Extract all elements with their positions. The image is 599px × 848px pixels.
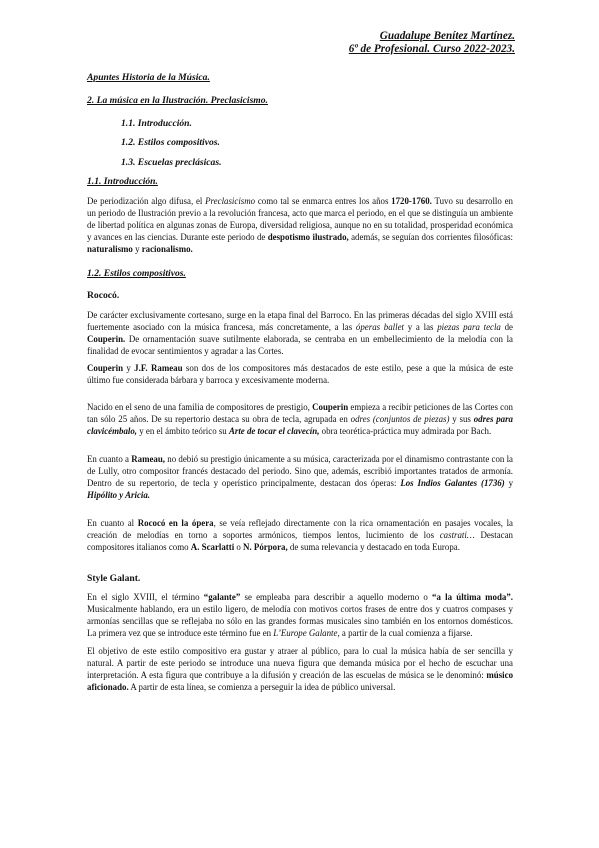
toc-item-estilos: 1.2. Estilos compositivos. — [121, 137, 220, 148]
galant-paragraph-2: El objetivo de este estilo compositivo era gustar y atraer al público, para lo cual la música había de ser sencilla y natural. A partir de este periodo se introduce una nueva figura que demanda música por el hecho de escuchar una interpretación. A esta figura que contribuye a la difusión y creación de las escuelas de música se le denominó: músico aficionado. A partir de esta línea, se comienza a perseguir la idea de público universal. — [87, 646, 513, 692]
subheading-style-galant: Style Galant. — [87, 573, 141, 584]
toc-item-intro: 1.1. Introducción. — [121, 118, 192, 129]
unit-title: 2. La música en la Ilustración. Preclasicismo. — [87, 95, 268, 106]
rococo-paragraph-1: De carácter exclusivamente cortesano, surge en la etapa final del Barroco. En las primeras décadas del siglo XVIII está fuertemente asociado con la música francesa, más concretamente, a las óperas ballet y a las piezas para tecla de Couperin. De ornamentación suave sutilmente elaborada, se centraba en un embellecimiento de la melodía con la finalidad de evocar sentimientos y agradar a las Cortes. — [87, 310, 513, 356]
document-title: Apuntes Historia de la Música. — [87, 72, 210, 83]
galant-paragraph-1: En el siglo XVIII, el término “galante” se empleaba para describir a aquello moderno o “a la última moda”. Musicalmente hablando, era un estilo ligero, de melodía con motivos cortos frases de entre dos y cuatros compases y armonías sencillas que se reflejaba no sólo en las grandes formas musicales sino también en los entornos domésticos. La primera vez que se introduce este término fue en L’Europe Galante, a partir de la cual comienza a fijarse. — [87, 592, 514, 638]
rococo-paragraph-4: En cuanto a Rameau, no debió su prestigio únicamente a su música, caracterizada por el dinamismo contrastante con la de Lully, otro compositor francés destacado del periodo. Sino que, además, escribió importantes tratados de armonía. Dentro de su repertorio, de tecla y operístico principalmente, destacan dos óperas: Los Indios Galantes (1736) y Hipólito y Aricia. — [87, 454, 514, 500]
author-name: Guadalupe Benítez Martínez. — [379, 30, 515, 42]
section-heading-intro: 1.1. Introducción. — [87, 176, 158, 187]
toc-item-escuelas: 1.3. Escuelas preclásicas. — [121, 157, 222, 168]
section-heading-estilos: 1.2. Estilos compositivos. — [87, 268, 186, 279]
course-label: 6º de Profesional. Curso 2022-2023. — [348, 43, 515, 55]
rococo-paragraph-2: Couperin y J.F. Rameau son dos de los compositores más destacados de este estilo, pese a que la música de este último fue considerada bárbara y barroca y excesivamente moderna. — [87, 363, 513, 385]
rococo-paragraph-5: En cuanto al Rococó en la ópera, se veía reflejado directamente con la rica ornamentación en pasajes vocales, la creación de melodías en torno a soportes armónicos, tiempos lentos, lucimiento de los castrati… Destacan compositores italianos como A. Scarlatti o N. Pórpora, de suma relevancia y destacado en toda Europa. — [87, 518, 513, 552]
subheading-rococo: Rococó. — [87, 290, 120, 301]
intro-paragraph: De periodización algo difusa, el Preclasicismo como tal se enmarca entres los años 1720-1760. Tuvo su desarrollo en un periodo de Ilustración previo a la revolución francesa, acto que marca el periodo, en el que se distinguía un ambiente de libertad política en algunas zonas de Europa, diversidad religiosa, aunque no en su totalidad, prosperidad económica y avances en las ciencias. Durante este periodo de despotismo ilustrado, además, se seguían dos corrientes filosóficas: naturalismo y racionalismo. — [87, 196, 514, 254]
rococo-paragraph-3: Nacido en el seno de una familia de compositores de prestigio, Couperin empieza a recibir peticiones de las Cortes con tan sólo 25 años. De su repertorio destaca su obra de tecla, agrupada en odres (conjuntos de piezas) y sus odres para clavicémbalo, y en el ámbito teórico su Arte de tocar el clavecín, obra teorética-práctica muy admirada por Bach. — [87, 402, 513, 436]
